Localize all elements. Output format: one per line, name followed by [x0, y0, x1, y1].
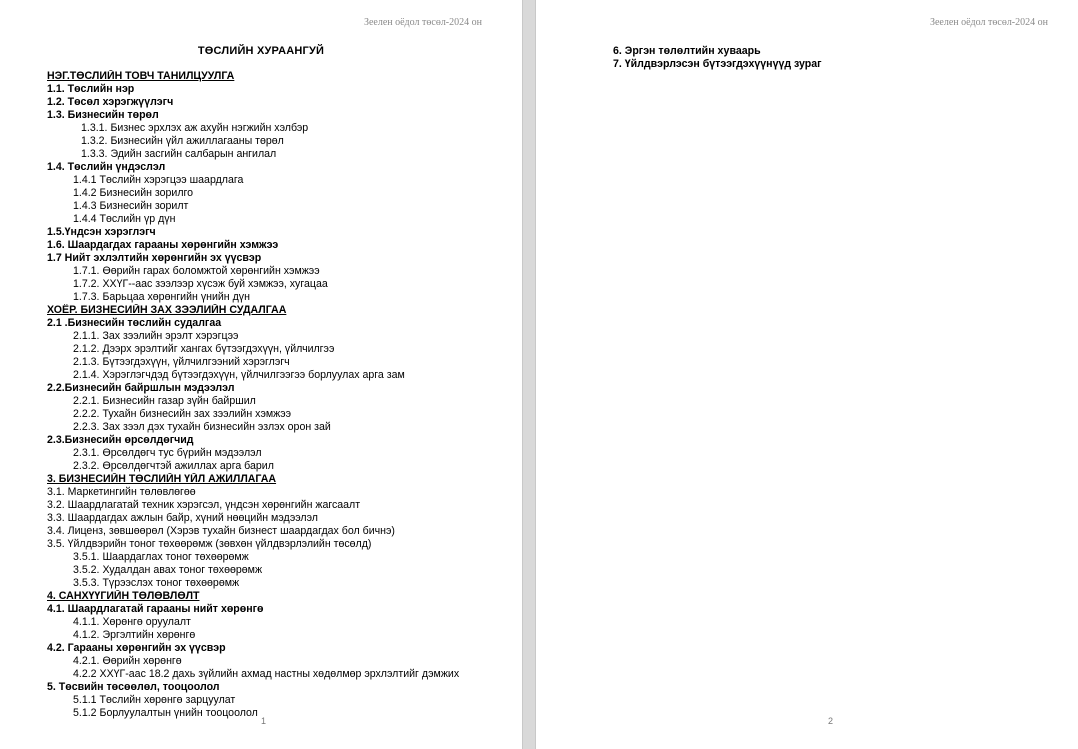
toc-entry: 1.7 Нийт эхлэлтийн хөрөнгийн эх үүсвэр — [47, 252, 262, 264]
toc-entry: 3.5.3. Түрээслэх тоног төхөөрөмж — [73, 577, 240, 589]
toc-entry: 3.5.1. Шаардаглах тоног төхөөрөмж — [73, 551, 249, 563]
toc-entry: 2.3.Бизнесийн өрсөлдөгчид — [47, 434, 194, 446]
toc-entry: 2.1.4. Хэрэглэгчдэд бүтээгдэхүүн, үйлчилгээгээ борлуулах арга зам — [73, 369, 405, 381]
toc-entry: 1.7.1. Өөрийн гарах боломжтой хөрөнгийн хэмжээ — [73, 265, 320, 277]
document-page-1 — [0, 0, 522, 749]
toc-entry: 1.4.3 Бизнесийн зорилт — [73, 200, 189, 212]
toc-entry: 1.3.1. Бизнес эрхлэх аж ахуйн нэгжийн хэлбэр — [81, 122, 309, 134]
toc-entry: 2.3.1. Өрсөлдөгч тус бүрийн мэдээлэл — [73, 447, 262, 459]
toc-entry: 3.5.2. Худалдан авах тоног төхөөрөмж — [73, 564, 263, 576]
toc-entry: 3.1. Маркетингийн төлөвлөгөө — [47, 486, 196, 498]
toc-entry: 6. Эргэн төлөлтийн хуваарь — [613, 45, 761, 57]
toc-entry: 2.2.Бизнесийн байршлын мэдээлэл — [47, 382, 235, 394]
toc-entry: 4.2. Гарааны хөрөнгийн эх үүсвэр — [47, 642, 226, 654]
toc-entry: 2.1 .Бизнесийн төслийн судалгаа — [47, 317, 222, 329]
toc-entry: 4.1.2. Эргэлтийн хөрөнгө — [73, 629, 196, 641]
table-of-contents — [47, 70, 512, 720]
toc-entry: 1.2. Төсөл хэрэгжүүлэгч — [47, 96, 174, 108]
toc-entry: ХОЁР. БИЗНЕСИЙН ЗАХ ЗЭЭЛИЙН СУДАЛГАА — [47, 304, 287, 316]
toc-entry: 1.4.4 Төслийн үр дүн — [73, 213, 176, 225]
toc-entry: 3.4. Лиценз, зөвшөөрөл (Хэрэв тухайн бизнест шаардагдах бол бичнэ) — [47, 525, 395, 537]
toc-entry: 4.1.1. Хөрөнгө оруулалт — [73, 616, 191, 628]
toc-entry: 1.7.2. ХХҮГ--аас зээлээр хүсэж буй хэмжээ, хугацаа — [73, 278, 328, 290]
toc-entry: 4.1. Шаардлагатай гарааны нийт хөрөнгө — [47, 603, 264, 615]
toc-entry: 5.1.1 Төслийн хөрөнгө зарцуулат — [73, 694, 236, 706]
toc-entry: 1.4. Төслийн үндэслэл — [47, 161, 166, 173]
page-number: 2 — [828, 716, 834, 726]
toc-entry: 2.2.3. Зах зээл дэх тухайн бизнесийн эзлэх орон зай — [73, 421, 331, 433]
toc-entry: 1.4.2 Бизнесийн зорилго — [73, 187, 194, 199]
toc-entry: 2.1.1. Зах зээлийн эрэлт хэрэгцээ — [73, 330, 239, 342]
toc-entry: 5.1.2 Борлуулалтын үнийн тооцоолол — [73, 707, 258, 719]
toc-entry: 7. Үйлдвэрлэсэн бүтээгдэхүүнүүд зураг — [613, 58, 822, 70]
document-page-2 — [536, 0, 1078, 749]
toc-entry: 5. Төсвийн төсөөлөл, тооцоолол — [47, 681, 220, 693]
toc-entry: 2.3.2. Өрсөлдөгчтэй ажиллах арга барил — [73, 460, 274, 472]
toc-entry: 1.6. Шаардагдах гарааны хөрөнгийн хэмжээ — [47, 239, 279, 251]
toc-entry: 1.3.2. Бизнесийн үйл ажиллагааны төрөл — [81, 135, 284, 147]
running-header: Зеелен оёдол төсөл-2024 он — [929, 17, 1048, 28]
toc-entry: 3. БИЗНЕСИЙН ТӨСЛИЙН ҮЙЛ АЖИЛЛАГАА — [47, 473, 277, 485]
toc-entry: 2.1.2. Дээрх эрэлтийг хангах бүтээгдэхүүн, үйлчилгээ — [73, 343, 335, 355]
toc-entry: 4.2.1. Өөрийн хөрөнгө — [73, 655, 182, 667]
running-header: Зеелен оёдол төсөл-2024 он — [363, 17, 482, 28]
toc-entry: 3.3. Шаардагдах ажлын байр, хүний нөөцийн мэдээлэл — [47, 512, 318, 524]
toc-entry: 1.3. Бизнесийн төрөл — [47, 109, 159, 121]
toc-entry: 2.1.3. Бүтээгдэхүүн, үйлчилгээний хэрэглэгч — [73, 356, 290, 368]
toc-entry: 1.5.Үндсэн хэрэглэгч — [47, 226, 156, 238]
toc-entry: 3.2. Шаардлагатай техник хэрэгсэл, үндсэн хөрөнгийн жагсаалт — [47, 499, 361, 511]
toc-entry: 2.2.2. Тухайн бизнесийн зах зээлийн хэмжээ — [73, 408, 292, 420]
toc-entry: 3.5. Үйлдвэрийн тоног төхөөрөмж (зөвхөн үйлдвэрлэлийн төсөлд) — [47, 538, 372, 550]
toc-entry: 1.4.1 Төслийн хэрэгцээ шаардлага — [73, 174, 244, 186]
toc-entry: 1.3.3. Эдийн засгийн салбарын ангилал — [81, 148, 277, 160]
toc-entry: 2.2.1. Бизнесийн газар зүйн байршил — [73, 395, 256, 407]
toc-entry: 1.7.3. Барьцаа хөрөнгийн үнийн дүн — [73, 291, 250, 303]
toc-entry: 4.2.2 ХХҮГ-аас 18.2 дахь зүйлийн ахмад настны хөдөлмөр эрхлэлтийг дэмжих — [73, 668, 460, 680]
page-gutter — [522, 0, 536, 749]
toc-entry: 1.1. Төслийн нэр — [47, 83, 135, 95]
toc-entry: 4. САНХҮҮГИЙН ТӨЛӨВЛӨЛТ — [47, 590, 200, 602]
toc-entry: НЭГ.ТӨСЛИЙН ТОВЧ ТАНИЛЦУУЛГА — [47, 70, 235, 82]
document-title: ТӨСЛИЙН ХУРААНГУЙ — [197, 45, 325, 57]
page-number: 1 — [261, 716, 267, 726]
table-of-contents-continued — [613, 45, 1053, 71]
